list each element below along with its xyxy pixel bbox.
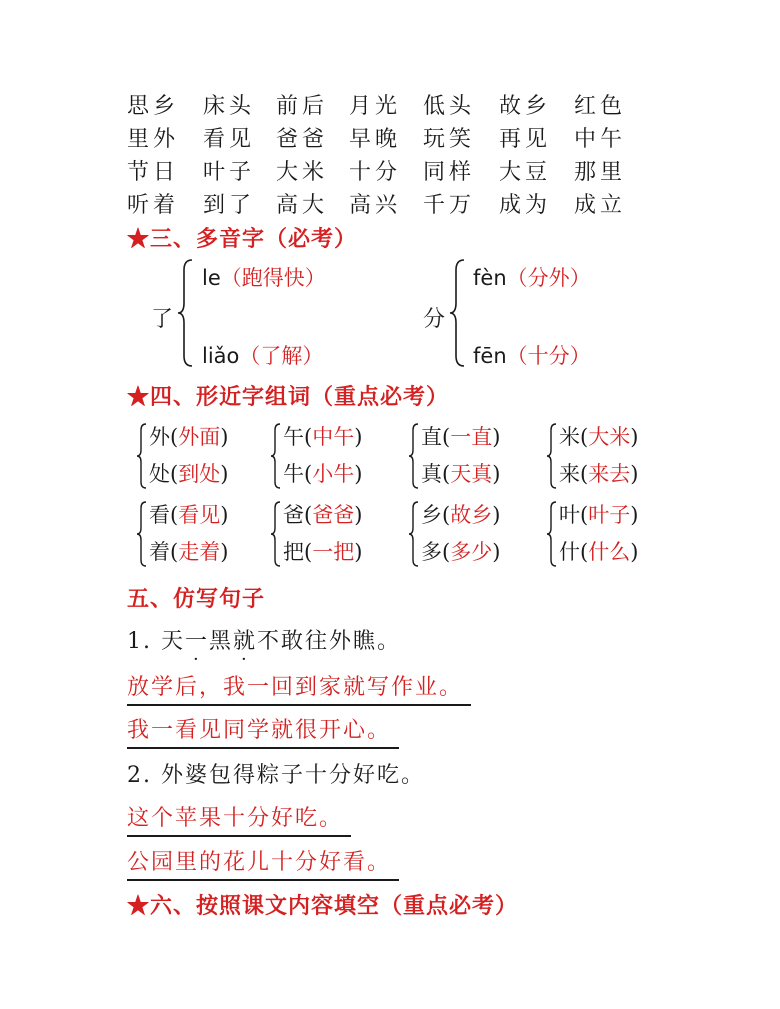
similar-char-pair: 米(大米) bbox=[559, 425, 639, 449]
word-item: 十分 bbox=[349, 160, 402, 185]
word-item: 再见 bbox=[499, 127, 552, 152]
word-item: 低头 bbox=[423, 94, 476, 119]
word-item: 叶子 bbox=[203, 160, 256, 185]
word-item: 红色 bbox=[574, 94, 627, 119]
word-item: 思乡 bbox=[127, 94, 180, 119]
similar-char: 真 bbox=[421, 462, 442, 486]
fen-pinyin-2: fēn bbox=[473, 344, 507, 368]
similar-char-pair: 什(什么) bbox=[559, 540, 639, 564]
similar-char-pair: 爸(爸爸) bbox=[283, 503, 363, 527]
sentence-1-mark-b: 就 · bbox=[233, 629, 258, 670]
section-four-heading: ★四、形近字组词（重点必考） bbox=[127, 384, 450, 410]
word-item: 节日 bbox=[127, 160, 180, 185]
section-five-heading: 五、仿写句子 bbox=[127, 586, 266, 612]
similar-char: 米 bbox=[559, 425, 580, 449]
similar-char: 什 bbox=[559, 540, 580, 564]
word-item: 千万 bbox=[423, 193, 476, 218]
similar-char: 午 bbox=[283, 425, 304, 449]
similar-char-pair: 把(一把) bbox=[283, 540, 363, 564]
word-item: 床头 bbox=[203, 94, 256, 119]
le-word-1: （跑得快） bbox=[220, 266, 326, 290]
group-brace bbox=[136, 501, 148, 567]
similar-char: 外 bbox=[149, 425, 170, 449]
answer-4: 公园里的花儿十分好看。 bbox=[127, 845, 399, 876]
similar-char: 着 bbox=[149, 540, 170, 564]
similar-char-pair: 着(走着) bbox=[149, 540, 229, 564]
similar-char: 处 bbox=[149, 462, 170, 486]
similar-char-word: 多少 bbox=[450, 540, 493, 564]
word-item: 故乡 bbox=[499, 94, 552, 119]
word-item: 里外 bbox=[127, 127, 180, 152]
similar-char-pair: 真(天真) bbox=[421, 462, 501, 486]
similar-char-pair: 牛(小牛) bbox=[283, 462, 363, 486]
similar-char-pair: 外(外面) bbox=[149, 425, 229, 449]
word-item: 前后 bbox=[276, 94, 329, 119]
similar-char-pair: 直(一直) bbox=[421, 425, 501, 449]
similar-char-word: 到处 bbox=[178, 462, 221, 486]
le-reading-2 bbox=[202, 340, 323, 370]
word-item: 早晚 bbox=[349, 127, 402, 152]
similar-char-word: 一直 bbox=[450, 425, 493, 449]
group-brace bbox=[546, 501, 558, 567]
section-six-heading: ★六、按照课文内容填空（重点必考） bbox=[127, 893, 519, 919]
word-item: 中午 bbox=[574, 127, 627, 152]
similar-char-pair: 处(到处) bbox=[149, 462, 229, 486]
sentence-1 bbox=[127, 624, 402, 670]
word-item: 高兴 bbox=[349, 193, 402, 218]
similar-char-word: 小牛 bbox=[312, 462, 355, 486]
similar-char-word: 走着 bbox=[178, 540, 221, 564]
fen-reading-2 bbox=[473, 340, 591, 370]
similar-char-word: 看见 bbox=[178, 503, 221, 527]
similar-char-word: 来去 bbox=[588, 462, 631, 486]
word-row bbox=[127, 89, 647, 125]
similar-char: 来 bbox=[559, 462, 580, 486]
group-brace bbox=[408, 423, 420, 489]
similar-char-word: 外面 bbox=[178, 425, 221, 449]
similar-char: 乡 bbox=[421, 503, 442, 527]
le-pinyin-1: le bbox=[202, 266, 221, 290]
group-brace bbox=[408, 501, 420, 567]
sentence-1-pre: 1. 天 bbox=[127, 629, 185, 654]
polyphone-char-fen: 分 bbox=[423, 307, 446, 332]
le-reading-1 bbox=[202, 262, 326, 292]
word-item: 玩笑 bbox=[423, 127, 476, 152]
similar-char-pair: 午(中午) bbox=[283, 425, 363, 449]
similar-char-word: 一把 bbox=[312, 540, 355, 564]
word-item: 那里 bbox=[574, 160, 627, 185]
similar-char-word: 什么 bbox=[588, 540, 631, 564]
word-row bbox=[127, 188, 647, 224]
similar-char: 看 bbox=[149, 503, 170, 527]
fen-word-2: （十分） bbox=[506, 344, 591, 368]
similar-char: 爸 bbox=[283, 503, 304, 527]
polyphone-char-le: 了 bbox=[151, 307, 174, 332]
similar-char-pair: 多(多少) bbox=[421, 540, 501, 564]
word-item: 成立 bbox=[574, 193, 627, 218]
similar-char-word: 爸爸 bbox=[312, 503, 355, 527]
word-item: 听着 bbox=[127, 193, 180, 218]
word-item: 到了 bbox=[203, 193, 256, 218]
similar-char-pair: 来(来去) bbox=[559, 462, 639, 486]
group-brace bbox=[270, 423, 282, 489]
similar-char-word: 大米 bbox=[588, 425, 631, 449]
answer-2: 我一看见同学就很开心。 bbox=[127, 713, 399, 744]
word-item: 大米 bbox=[276, 160, 329, 185]
word-item: 成为 bbox=[499, 193, 552, 218]
answer-1: 放学后，我一回到家就写作业。 bbox=[127, 670, 471, 701]
le-word-2: （了解） bbox=[239, 344, 324, 368]
brace-fen bbox=[448, 258, 468, 368]
word-item: 看见 bbox=[203, 127, 256, 152]
group-brace bbox=[546, 423, 558, 489]
group-brace bbox=[270, 501, 282, 567]
sentence-2: 2. 外婆包得粽子十分好吃。 bbox=[127, 763, 425, 788]
similar-char-pair: 叶(叶子) bbox=[559, 503, 639, 527]
sentence-1-post: 不敢往外瞧。 bbox=[257, 629, 402, 654]
word-item: 大豆 bbox=[499, 160, 552, 185]
brace-le bbox=[176, 258, 196, 368]
fen-reading-1 bbox=[473, 262, 591, 292]
word-item: 高大 bbox=[276, 193, 329, 218]
similar-char-pair: 看(看见) bbox=[149, 503, 229, 527]
similar-char-word: 故乡 bbox=[450, 503, 493, 527]
section-three-heading: ★三、多音字（必考） bbox=[127, 226, 358, 252]
similar-char-word: 天真 bbox=[450, 462, 493, 486]
similar-char-pair: 乡(故乡) bbox=[421, 503, 501, 527]
sentence-1-mark-a: 一 · bbox=[184, 629, 209, 670]
le-pinyin-2: liǎo bbox=[202, 344, 240, 368]
word-item: 同样 bbox=[423, 160, 476, 185]
similar-char: 叶 bbox=[559, 503, 580, 527]
fen-word-1: （分外） bbox=[506, 266, 591, 290]
similar-char: 牛 bbox=[283, 462, 304, 486]
similar-char-word: 中午 bbox=[312, 425, 355, 449]
similar-char-word: 叶子 bbox=[588, 503, 631, 527]
word-row bbox=[127, 155, 647, 191]
fen-pinyin-1: fèn bbox=[473, 266, 507, 290]
word-row bbox=[127, 122, 647, 158]
answer-3: 这个苹果十分好吃。 bbox=[127, 801, 351, 832]
word-item: 爸爸 bbox=[276, 127, 329, 152]
similar-char: 把 bbox=[283, 540, 304, 564]
word-item: 月光 bbox=[349, 94, 402, 119]
group-brace bbox=[136, 423, 148, 489]
sentence-1-mid: 黑 bbox=[209, 629, 234, 654]
similar-char: 多 bbox=[421, 540, 442, 564]
similar-char: 直 bbox=[421, 425, 442, 449]
